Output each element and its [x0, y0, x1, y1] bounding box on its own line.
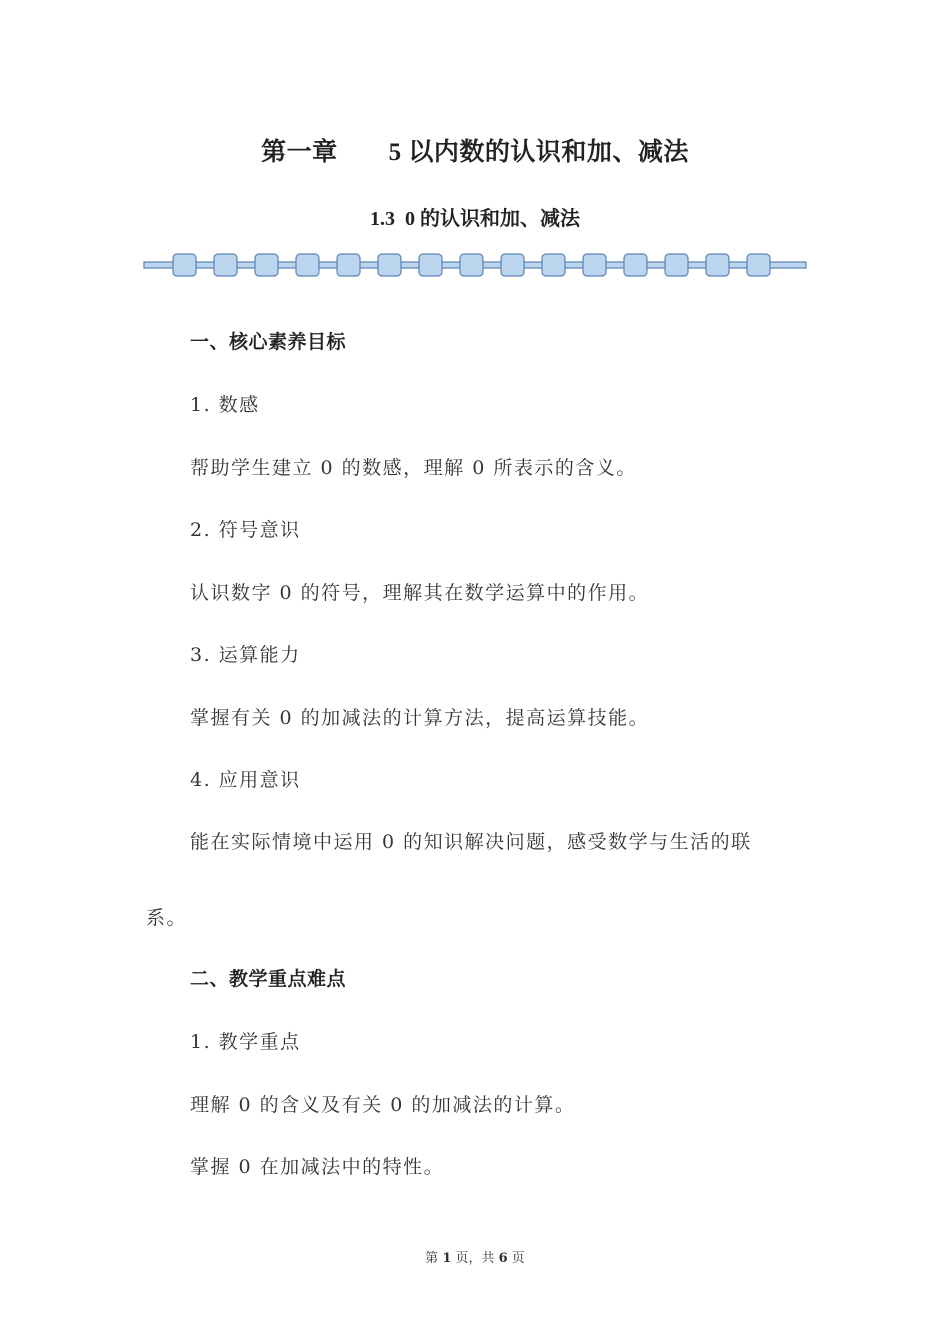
divider-bead: [460, 254, 483, 276]
goal-text-4-line1: 能在实际情境中运用 0 的知识解决问题，感受数学与生活的联: [190, 831, 752, 853]
divider-bead: [665, 254, 688, 276]
goal-label-4: 4. 应用意识: [190, 769, 301, 791]
goal-text-4-line2: 系。: [146, 907, 188, 929]
divider-bead: [337, 254, 360, 276]
divider-bead: [173, 254, 196, 276]
divider-bead: [583, 254, 606, 276]
divider-bead: [296, 254, 319, 276]
divider-bead: [747, 254, 770, 276]
divider-bead: [419, 254, 442, 276]
divider-bead: [706, 254, 729, 276]
goal-label-1: 1. 数感: [190, 394, 260, 416]
key-point-label: 1. 教学重点: [190, 1031, 301, 1053]
footer-page-number: 1: [442, 1251, 452, 1266]
divider-bead: [214, 254, 237, 276]
footer-total-pages: 6: [498, 1251, 508, 1266]
section-heading-key-points: 二、教学重点难点: [190, 968, 347, 990]
chapter-title: 第一章 5 以内数的认识和加、减法: [261, 139, 689, 166]
goal-text-3: 掌握有关 0 的加减法的计算方法，提高运算技能。: [190, 707, 650, 729]
page-footer: [0, 1247, 950, 1266]
goal-label-3: 3. 运算能力: [190, 644, 301, 666]
goal-text-1: 帮助学生建立 0 的数感，理解 0 所表示的含义。: [190, 457, 637, 479]
section-heading-goals: 一、核心素养目标: [190, 331, 347, 353]
footer-suffix: 页: [507, 1251, 525, 1266]
divider-bead: [542, 254, 565, 276]
divider-bead: [255, 254, 278, 276]
divider-bead: [501, 254, 524, 276]
key-point-text-2: 掌握 0 在加减法中的特性。: [190, 1156, 445, 1178]
key-point-text-1: 理解 0 的含义及有关 0 的加减法的计算。: [190, 1094, 576, 1116]
footer-middle: 页，共: [451, 1251, 499, 1266]
section-subtitle: 1.3 0 的认识和加、减法: [370, 208, 580, 230]
divider-bead: [624, 254, 647, 276]
decorative-bead-divider: [143, 252, 807, 278]
divider-bead: [378, 254, 401, 276]
goal-label-2: 2. 符号意识: [190, 519, 301, 541]
footer-prefix: 第: [425, 1251, 443, 1266]
goal-text-2: 认识数字 0 的符号，理解其在数学运算中的作用。: [190, 582, 650, 604]
